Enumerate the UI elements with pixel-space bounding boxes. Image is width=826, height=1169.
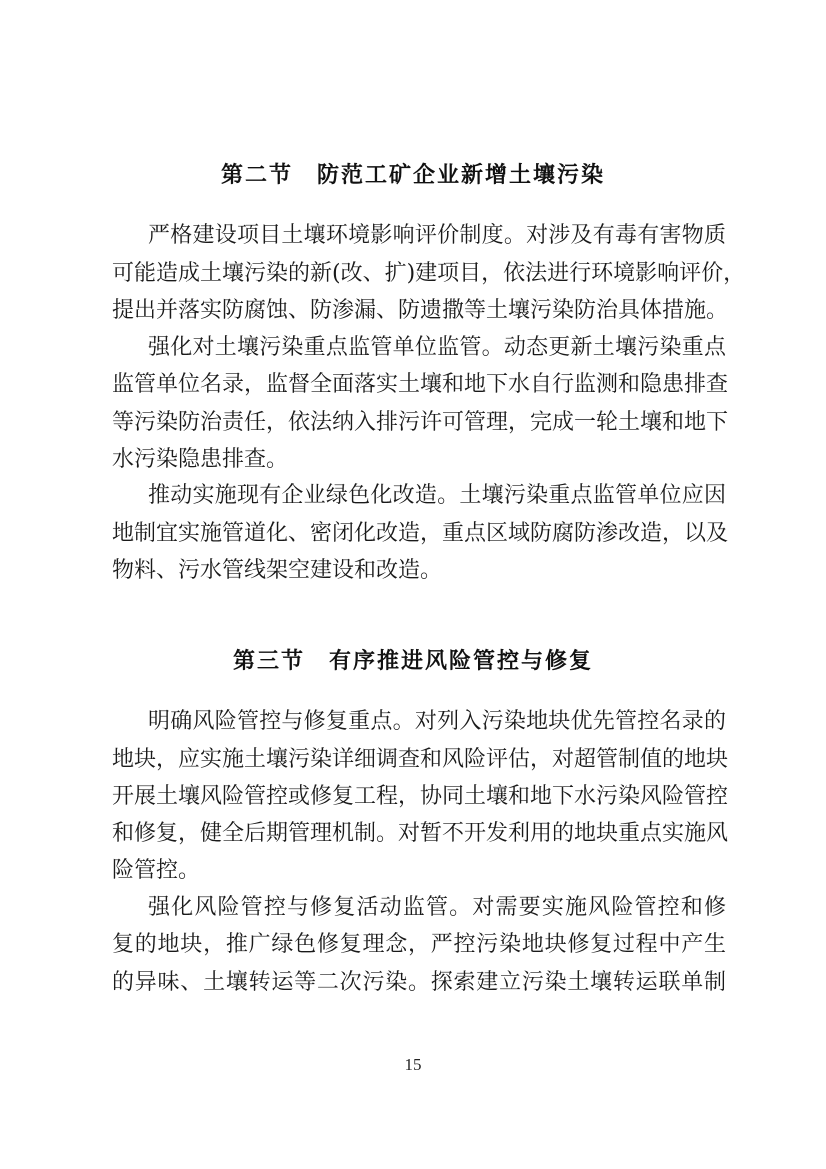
text-line: 推动实施现有企业绿色化改造。土壤污染重点监管单位应因 [148,483,726,508]
section-heading-3: 第三节 有序推进风险管控与修复 [232,648,593,674]
text-line: 等污染防治责任，依法纳入排污许可管理，完成一轮土壤和地下 [112,410,729,435]
text-line: 开展土壤风险管控或修复工程，协同土壤和地下水污染风险管控 [112,784,729,809]
text-line: 复的地块，推广绿色修复理念，严控污染地块修复过程中产生 [112,932,726,957]
text-line: 强化对土壤污染重点监管单位监管。动态更新土壤污染重点 [148,335,726,360]
text-line: 物料、污水管线架空建设和改造。 [112,558,443,583]
section-heading-2: 第二节 防范工矿企业新增土壤污染 [220,162,605,188]
page-number: 15 [404,1055,422,1074]
text-line: 地块，应实施土壤污染详细调查和风险评估，对超管制值的地块 [112,747,729,772]
text-line: 可能造成土壤污染的新(改、扩)建项目，依法进行环境影响评价， [112,261,746,286]
text-line: 险管控。 [112,858,201,883]
text-line: 强化风险管控与修复活动监管。对需要实施风险管控和修 [148,895,726,920]
text-line: 和修复，健全后期管理机制。对暂不开发利用的地块重点实施风 [112,821,729,846]
text-line: 提出并落实防腐蚀、防渗漏、防遗撒等土壤污染防治具体措施。 [112,298,729,323]
text-line: 的异味、土壤转运等二次污染。探索建立污染土壤转运联单制 [112,970,726,995]
text-line: 地制宜实施管道化、密闭化改造，重点区域防腐防渗改造，以及 [112,521,729,546]
text-line: 监管单位名录，监督全面落实土壤和地下水自行监测和隐患排查 [112,372,729,397]
text-line: 水污染隐患排查。 [112,447,289,472]
text-line: 严格建设项目土壤环境影响评价制度。对涉及有毒有害物质 [148,223,726,248]
text-line: 明确风险管控与修复重点。对列入污染地块优先管控名录的 [148,709,726,734]
